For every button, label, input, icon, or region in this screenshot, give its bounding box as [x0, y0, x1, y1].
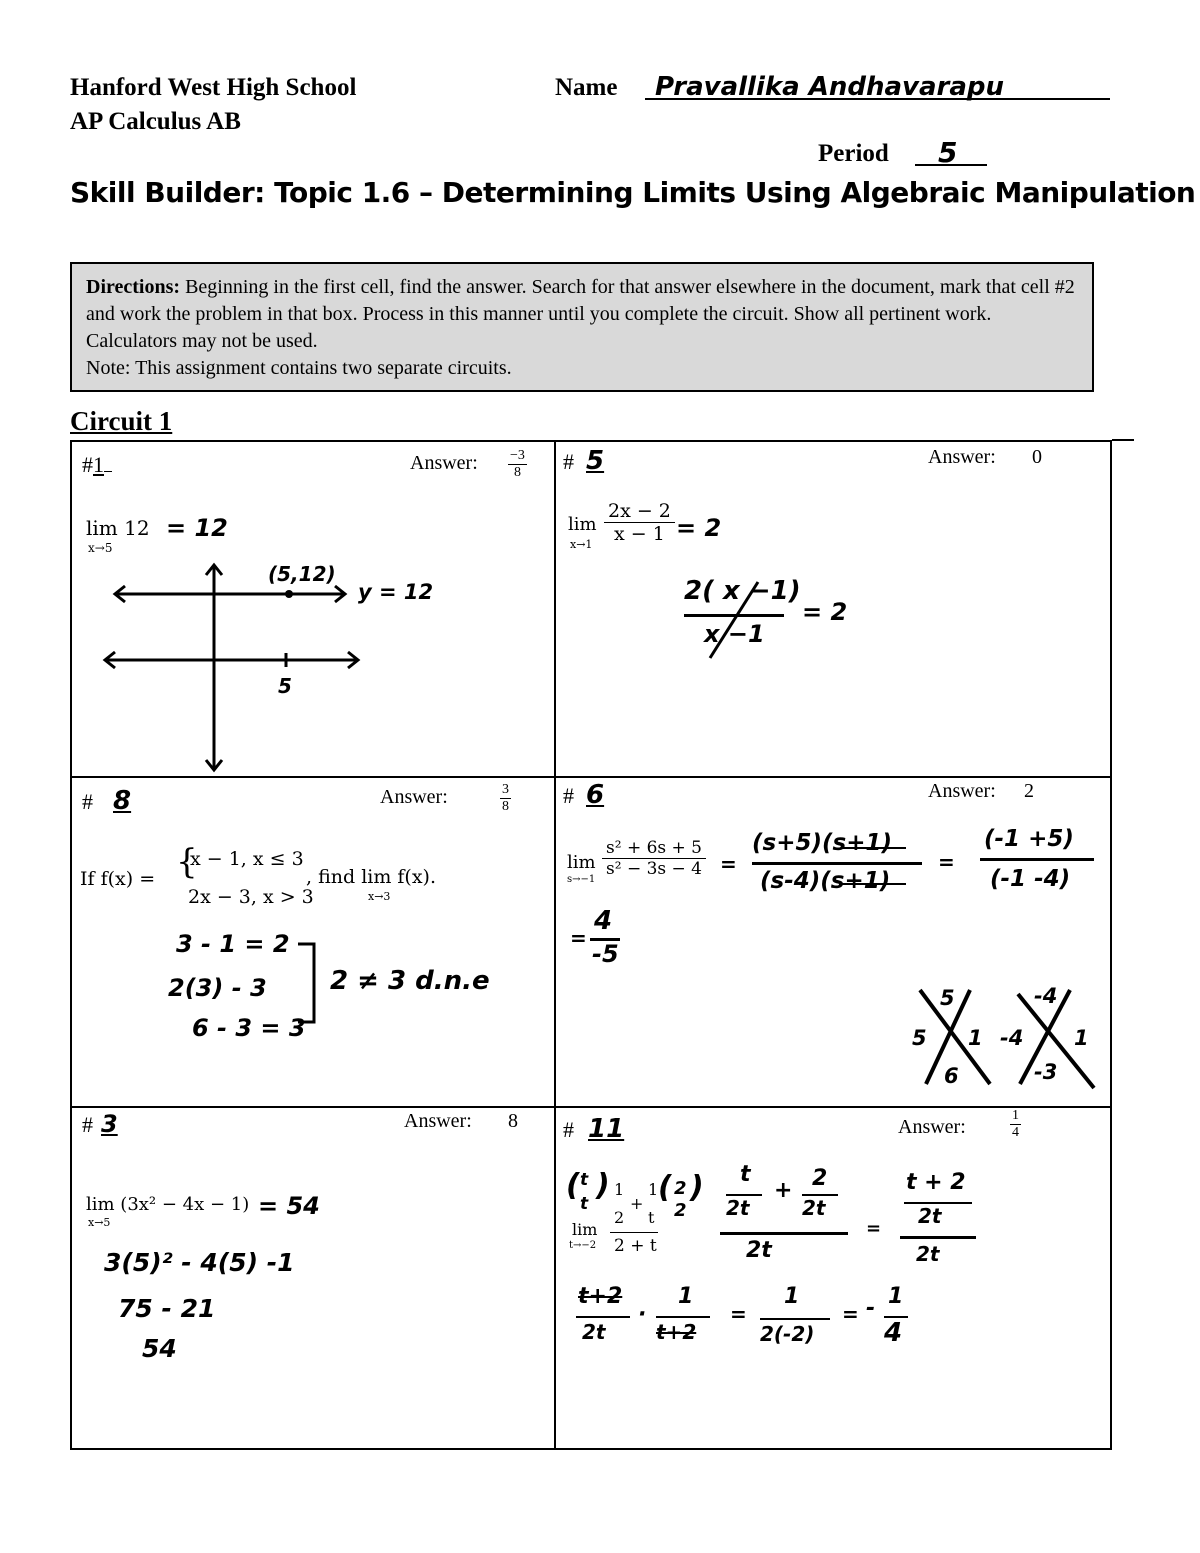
- cell-11-step3-dot: ·: [638, 1302, 647, 1327]
- cell-5-problem-denominator: x − 1: [614, 523, 665, 545]
- cell-6-x1-top: 5: [940, 986, 955, 1010]
- cell-5-problem-numerator: 2x − 2: [604, 500, 675, 523]
- directions-box: [70, 262, 1094, 392]
- cell-6-answer-label: Answer:: [928, 780, 996, 802]
- cell-6-problem-denominator: s² − 3s − 4: [606, 859, 702, 879]
- cell-8-bracket: [294, 940, 324, 1026]
- cell-11-step3-a-bar: [576, 1316, 630, 1318]
- cell-1-answer: $\frac{-3}{8}$: [510, 448, 525, 480]
- cell-11-plus: +: [630, 1194, 644, 1213]
- cell-11-frac-b-num: 1: [648, 1180, 659, 1199]
- cell-11-step1-main-den: 2t: [746, 1238, 772, 1263]
- cell-3-answer-label: Answer:: [404, 1110, 472, 1132]
- cell-11-problem-bar: [610, 1232, 658, 1233]
- cell-11-step1-a-den: 2t: [726, 1196, 750, 1220]
- cell-11-number: # 11: [563, 1114, 625, 1144]
- cell-11-step2-main-den: 2t: [916, 1242, 940, 1266]
- cell-11-step3-b-den: t+2: [656, 1320, 697, 1344]
- cell-3-work-line-3: 54: [142, 1334, 177, 1363]
- cell-6-number: # 6: [563, 780, 605, 810]
- title-rule-extension: [1112, 439, 1134, 441]
- cell-11-work-2-den: 2: [674, 1200, 687, 1221]
- cell-6-x1-right: 1: [968, 1026, 983, 1050]
- cell-11-step5-den: 4: [884, 1318, 903, 1348]
- cell-6-x2-right: 1: [1074, 1026, 1089, 1050]
- course-name: AP Calculus AB: [70, 108, 241, 135]
- cell-6-problem-sub: s→−1: [567, 874, 596, 885]
- cell-3-work-result: = 54: [258, 1192, 320, 1220]
- cell-1-problem-sub: x→5: [88, 541, 113, 555]
- cell-1-tick-label: 5: [278, 674, 292, 698]
- cell-11-work-2-num: 2: [674, 1178, 687, 1199]
- cell-1-work-result: = 12: [166, 514, 228, 542]
- cell-11-step2-main-bar: [900, 1236, 976, 1239]
- cell-6-answer: 2: [1024, 780, 1034, 802]
- cell-3-problem: lim (3x² − 4x − 1): [86, 1194, 250, 1215]
- cell-11-work-paren-open: (: [566, 1168, 580, 1203]
- cell-8-work-line-1: 3 - 1 = 2: [176, 930, 290, 958]
- cell-1-point-label: (5,12): [268, 562, 336, 586]
- cell-6-work-eq-2: =: [938, 850, 955, 874]
- cell-5-work-numerator: 2( x −1): [684, 576, 801, 606]
- cell-6-work-final-num: 4: [594, 906, 613, 936]
- cell-11-problem-den: 2 + t: [614, 1236, 657, 1256]
- cell-11-step4-den: 2(-2): [760, 1322, 815, 1346]
- cell-6-work-denominator: (s-4)(s+1): [760, 868, 891, 894]
- cell-11-step5-minus: -: [866, 1296, 876, 1321]
- cell-11-step3-a-num: t+2: [578, 1284, 623, 1309]
- cell-11-step1-main-bar: [720, 1232, 848, 1235]
- cell-5-work-final: = 2: [802, 598, 848, 626]
- cell-5-problem-fraction: [604, 500, 675, 545]
- cell-6-work-sub-denominator: (-1 -4): [990, 866, 1071, 892]
- cell-11-frac-b-den: t: [648, 1208, 655, 1227]
- cell-8-piece-1: x − 1, x ≤ 3: [190, 848, 304, 870]
- cell-6-work-sub-numerator: (-1 +5): [984, 826, 1074, 852]
- cell-11-step3-a-den: 2t: [582, 1320, 606, 1344]
- cell-8-answer-label: Answer:: [380, 786, 448, 808]
- cell-11-problem-sub: t→−2: [569, 1240, 597, 1251]
- cell-6-work-final-den: -5: [592, 940, 619, 968]
- cell-6-work-eq-1: =: [720, 852, 737, 876]
- cell-6-problem-fraction: [602, 838, 706, 879]
- cell-11-step3-eq: =: [730, 1302, 747, 1326]
- cell-6-x1-bottom: 6: [944, 1064, 959, 1088]
- directions-text: Beginning in the first cell, find the answer. Search for that answer elsewhere in the document, mark that cell #2 and work the problem in that box. Process in this manner until you complete the circuit. Show all pertinent work. Calculators may not be used.: [86, 276, 1075, 352]
- cell-6-work-sub-bar: [980, 858, 1094, 861]
- directions-note: Note: This assignment contains two separate circuits.: [86, 357, 512, 379]
- cell-11-step4-bar: [760, 1318, 830, 1320]
- cell-8-problem-if: If f(x) =: [80, 868, 156, 890]
- cell-11-frac-a-den: 2: [614, 1208, 625, 1227]
- cell-5-answer: 0: [1032, 446, 1042, 468]
- cell-8-problem-find: , find lim f(x).: [306, 866, 437, 888]
- cell-6-work-eq-3: =: [570, 926, 587, 950]
- period-label: Period: [818, 140, 889, 167]
- cell-6-x2-top: -4: [1034, 984, 1058, 1008]
- cell-5-work-denominator: x −1: [704, 620, 765, 648]
- cell-11-step3-b-num: 1: [678, 1284, 694, 1309]
- cell-5-number: # 5: [563, 446, 605, 476]
- cell-8-piece-2: 2x − 3, x > 3: [188, 886, 314, 908]
- cell-8-work-line-2: 2(3) - 3: [168, 974, 267, 1002]
- cell-6-x2-bottom: -3: [1034, 1060, 1058, 1084]
- cell-8-brace: {: [176, 842, 198, 882]
- directions-label: Directions:: [86, 276, 181, 298]
- name-label: Name: [555, 74, 618, 101]
- cell-5-problem-sub: x→1: [570, 538, 593, 551]
- cell-6-problem-numerator: s² + 6s + 5: [602, 838, 706, 859]
- cell-6-x1-left: 5: [912, 1026, 927, 1050]
- cell-5-work-result: = 2: [676, 514, 722, 542]
- cell-11-work-t-den: t: [580, 1194, 589, 1214]
- cell-11-step2-num: t + 2: [906, 1170, 966, 1195]
- cell-11-step3-b-bar: [656, 1316, 710, 1318]
- cell-11-step5-num: 1: [888, 1284, 904, 1309]
- cell-8-answer: $\frac{3}{8}$: [502, 782, 509, 814]
- cell-11-frac-a-num: 1: [614, 1180, 625, 1199]
- cell-5-answer-label: Answer:: [928, 446, 996, 468]
- school-name: Hanford West High School: [70, 74, 357, 101]
- cell-3-number: # 3: [82, 1110, 118, 1138]
- period-value: 5: [938, 136, 958, 169]
- cell-3-problem-sub: x→5: [88, 1216, 111, 1229]
- cell-11-answer: $\frac{1}{4}$: [1012, 1108, 1019, 1140]
- page-title: Skill Builder: Topic 1.6 – Determining Limits Using Algebraic Manipulation: [70, 176, 1196, 209]
- cell-1-answer-label: Answer:: [410, 452, 478, 474]
- cell-1-problem: lim 12: [86, 516, 150, 540]
- cell-8-problem-sub: x→3: [368, 890, 391, 903]
- cell-11-step1-b-num: 2: [812, 1166, 828, 1191]
- cell-1-number: #1: [82, 452, 112, 478]
- cell-8-work-line-3: 6 - 3 = 3: [192, 1014, 306, 1042]
- cell-11-work-paren-close: ): [596, 1168, 610, 1203]
- cell-1-line-label: y = 12: [358, 580, 434, 604]
- cell-11-work-t-num: t: [580, 1170, 589, 1190]
- cell-11-problem-lim: lim: [572, 1220, 598, 1239]
- cell-11-step4-num: 1: [784, 1284, 800, 1309]
- cell-11-step1-eq: =: [866, 1218, 882, 1239]
- cell-3-work-line-1: 3(5)² - 4(5) -1: [104, 1248, 295, 1277]
- cell-11-work-paren2-open: (: [658, 1170, 672, 1205]
- cell-3-work-line-2: 75 - 21: [118, 1294, 216, 1323]
- cell-3-answer: 8: [508, 1110, 518, 1132]
- cell-8-number: # 8: [82, 786, 132, 816]
- cell-11-answer-label: Answer:: [898, 1116, 966, 1138]
- cell-11-step5-eq: =: [842, 1302, 859, 1326]
- cell-8-work-conclusion: 2 ≠ 3 d.n.e: [330, 966, 490, 996]
- cell-11-step1-plus: +: [774, 1178, 793, 1203]
- cell-6-problem-lim: lim: [567, 852, 596, 873]
- cell-6-work-numerator: (s+5)(s+1): [752, 830, 892, 856]
- grid-divider-row1: [72, 776, 1110, 778]
- cell-5-problem-lim: lim: [568, 514, 597, 535]
- circuit-title: Circuit 1: [70, 406, 173, 436]
- cell-11-step1-b-den: 2t: [802, 1196, 826, 1220]
- cell-6-x2-left: -4: [1000, 1026, 1024, 1050]
- cell-11-step2-inner-den: 2t: [918, 1204, 942, 1228]
- cell-6-cancel-strokes: [840, 832, 910, 898]
- name-value: Pravallika Andhavarapu: [655, 72, 1005, 102]
- cell-5-cancel-strokes: [700, 578, 780, 662]
- cell-11-step1-a-num: t: [740, 1162, 751, 1187]
- grid-divider-vertical: [554, 442, 556, 1448]
- grid-divider-row2: [72, 1106, 1110, 1108]
- cell-11-work-paren2-close: ): [690, 1170, 704, 1205]
